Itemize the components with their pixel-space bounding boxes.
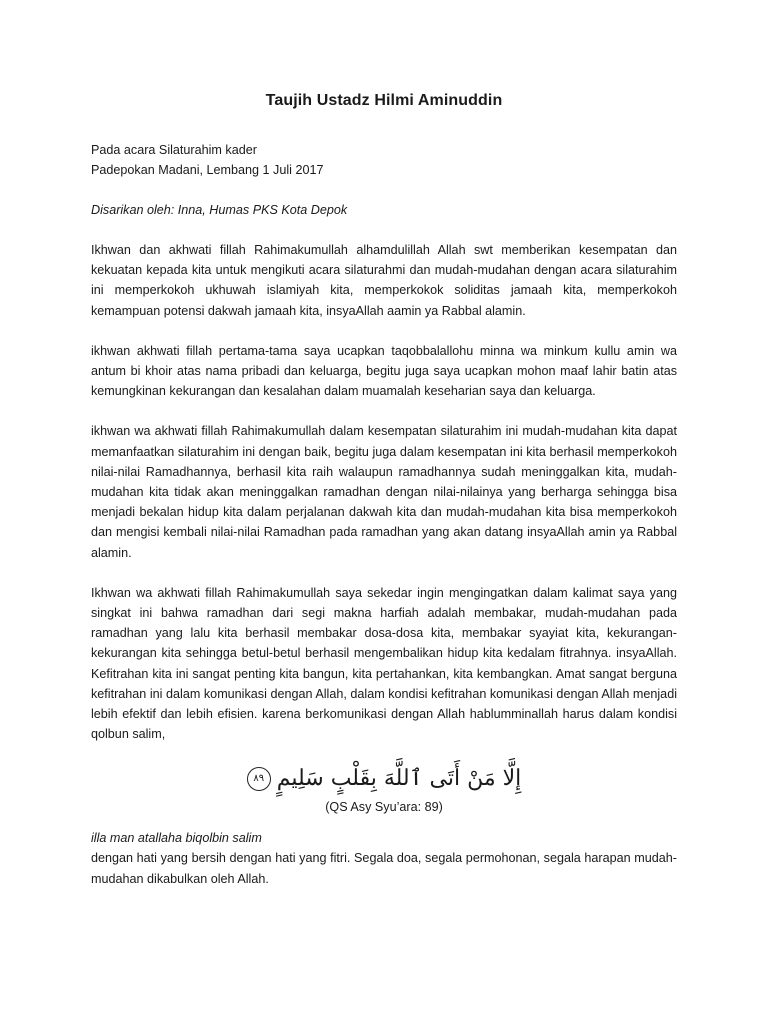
author-line: Disarikan oleh: Inna, Humas PKS Kota Depok xyxy=(91,203,348,217)
event-line: Pada acara Silaturahim kader xyxy=(91,143,257,157)
paragraph-4: Ikhwan wa akhwati fillah Rahimakumullah saya sekedar ingin mengingatkan dalam kalimat saya yang singkat ini bahwa ramadhan dari segi makna harfiah adalah membakar, mudah-mudahan pada ramadhan yang lalu kita berhasil membakar dosa-dosa kita, membakar syayiat kita, kekurangan-kekurangan kita sehingga betul-betul berhasil mengembalikan hidup kita kedalam fitrahnya. insyaAllah. Kefitrahan kita ini sangat penting kita bangun, kita pertahankan, kita kembangkan. Amat sangat berguna kefitrahan ini dalam komunikasi dengan Allah, dalam kondisi kefitrahan komunikasi dengan Allah menjadi lebih efektif dan lebih efisien. karena berkomunikasi dengan Allah hablumminallah harus dalam kondisi qolbun salim, xyxy=(91,585,677,742)
verse-reference: (QS Asy Syu’ara: 89) xyxy=(325,800,443,815)
verse-arabic-text xyxy=(247,764,522,794)
document-title: Taujih Ustadz Hilmi Aminuddin xyxy=(265,92,503,109)
verse-transliteration: illa man atallaha biqolbin salim xyxy=(91,831,262,846)
paragraph-3: ikhwan wa akhwati fillah Rahimakumullah dalam kesempatan silaturahim ini mudah-mudahan kita dapat memanfaatkan silaturahim ini dengan baik, begitu juga dalam kesempatan ini kita berhasil memperkokoh nilai-nilai Ramadhannya, berhasil kita raih walaupun ramadhannya sudah meninggalkan kita, mudah-mudahan kita tidak akan meninggalkan ramadhan dengan nilai-nilainya yang berharga sehingga bisa menjadi bekalan hidup kita dalam perjalanan dakwah kita dan mudah-mudahan kita bisa memperkokoh dan mengisi kembali nilai-nilai Ramadhan pada ramadhan yang akan datang insyaAllah amin ya Rabbal alamin. xyxy=(91,424,677,560)
closing-paragraph: dengan hati yang bersih dengan hati yang fitri. Segala doa, segala permohonan, segala harapan mudah-mudahan dikabulkan oleh Allah. xyxy=(91,851,677,886)
quran-verse xyxy=(91,764,677,794)
verse-arabic: إِلَّا مَنْ أَتَى ٱللَّهَ بِقَلْبٍ سَلِيمٍ xyxy=(276,766,522,792)
paragraph-2: ikhwan akhwati fillah pertama-tama saya ucapkan taqobbalallohu minna wa minkum kullu amin wa antum bi khoir atas nama pribadi dan keluarga, begitu juga saya ucapkan mohon maaf lahir batin atas kemungkinan kekurangan dan kesalahan dalam muamalah keseharian saya dan keluarga. xyxy=(91,343,677,399)
paragraph-1: Ikhwan dan akhwati fillah Rahimakumullah alhamdulillah Allah swt memberikan kesempatan dan kekuatan kepada kita untuk mengikuti acara silaturahmi dan mudah-mudahan dengan acara silaturahim ini memperkokoh ukhuwah islamiyah kita, memperkokok soliditas jamaah kita, memperkokoh kemampuan potensi dakwah jamaah kita, insyaAllah aamin ya Rabbal alamin. xyxy=(91,243,677,318)
ayah-number-mark: ٨٩ xyxy=(247,767,271,791)
place-date-line: Padepokan Madani, Lembang 1 Juli 2017 xyxy=(91,163,324,177)
